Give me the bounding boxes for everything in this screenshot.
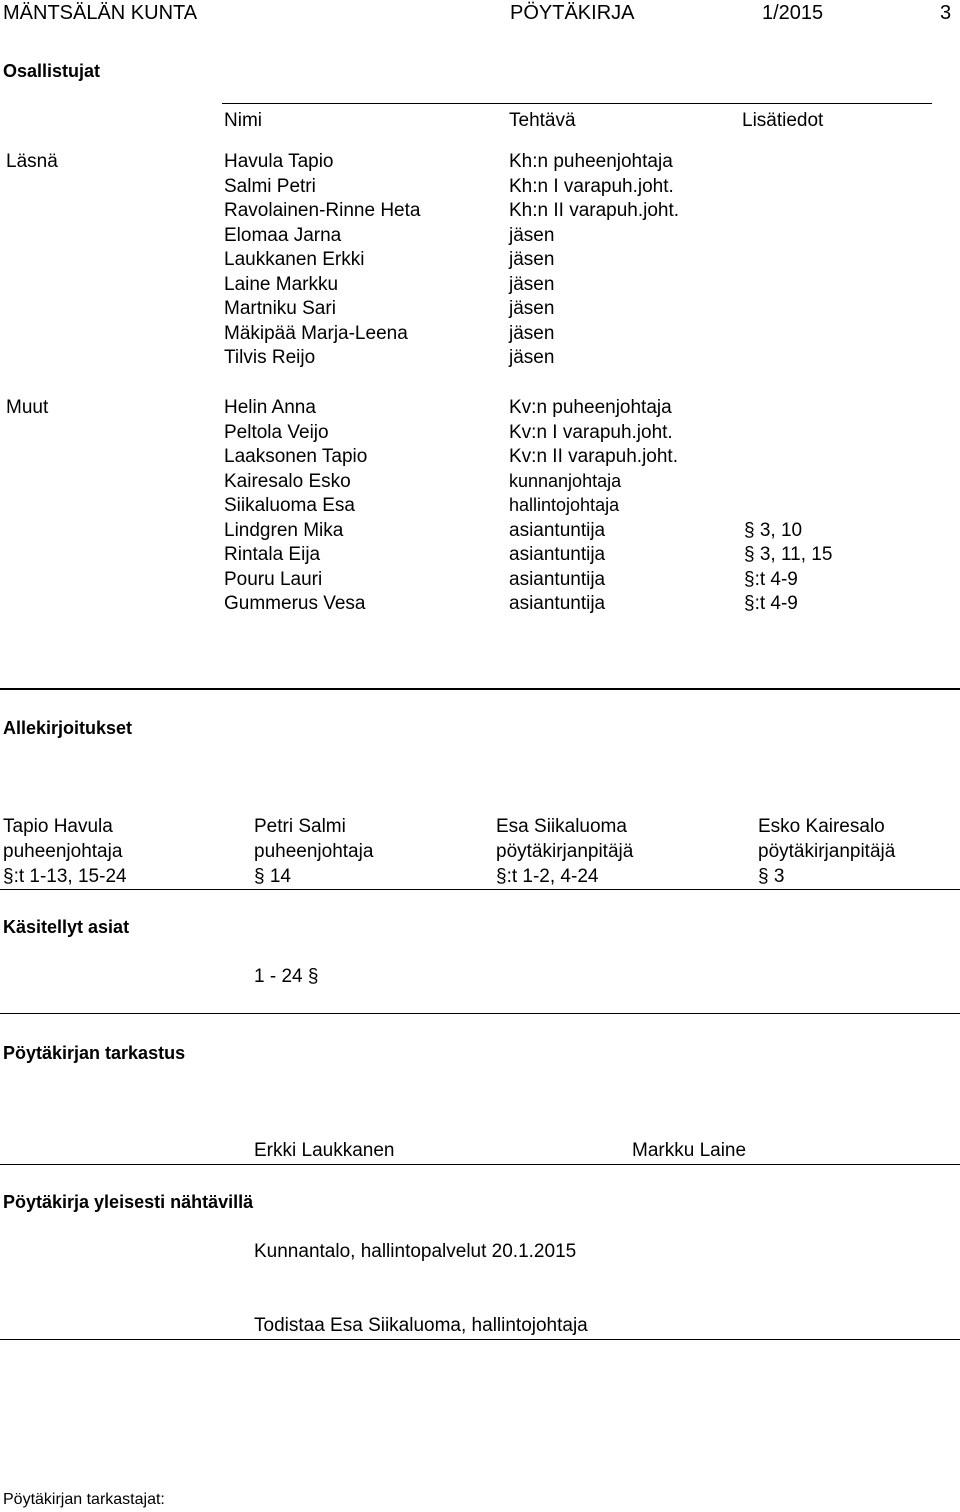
- participant-name: Elomaa Jarna: [224, 225, 342, 246]
- handled-heading: Käsitellyt asiat: [3, 917, 130, 937]
- participant-role: jäsen: [509, 249, 555, 270]
- review-heading: Pöytäkirjan tarkastus: [3, 1043, 186, 1063]
- participant-extra: §:t 4-9: [744, 593, 798, 614]
- column-header-role: Tehtävä: [509, 110, 576, 131]
- signature-role: puheenjohtaja: [254, 841, 374, 862]
- footer-label: Pöytäkirjan tarkastajat:: [3, 1491, 165, 1508]
- signature-role: pöytäkirjanpitäjä: [496, 841, 634, 862]
- participant-role: Kh:n I varapuh.joht.: [509, 176, 674, 197]
- participant-role: asiantuntija: [509, 569, 606, 590]
- participant-role: asiantuntija: [509, 544, 606, 565]
- participant-name: Laaksonen Tapio: [224, 446, 368, 467]
- participant-role: asiantuntija: [509, 593, 606, 614]
- participant-name: Pouru Lauri: [224, 569, 323, 590]
- participant-extra: § 3, 10: [744, 520, 803, 541]
- signature-sections: §:t 1-13, 15-24: [3, 866, 127, 887]
- participant-name: Lindgren Mika: [224, 520, 344, 541]
- participant-role: kunnanjohtaja: [509, 471, 622, 491]
- signature-name: Tapio Havula: [3, 816, 113, 837]
- participant-name: Siikaluoma Esa: [224, 495, 355, 516]
- participant-name: Martniku Sari: [224, 298, 336, 319]
- handled-rule: [0, 1013, 960, 1014]
- signature-sections: § 3: [758, 866, 785, 887]
- present-label: Läsnä: [6, 151, 58, 172]
- page-number: 3: [940, 2, 952, 24]
- signature-name: Petri Salmi: [254, 816, 346, 837]
- public-attest: Todistaa Esa Siikaluoma, hallintojohtaja: [254, 1315, 588, 1336]
- participant-name: Laukkanen Erkki: [224, 249, 365, 270]
- participant-role: hallintojohtaja: [509, 495, 620, 515]
- participant-role: Kh:n puheenjohtaja: [509, 151, 673, 172]
- participant-name: Kairesalo Esko: [224, 471, 351, 492]
- column-header-extra: Lisätiedot: [742, 110, 824, 131]
- signatures-bottom-rule: [0, 889, 960, 890]
- reviewer-1: Erkki Laukkanen: [254, 1140, 395, 1161]
- signature-role: puheenjohtaja: [3, 841, 123, 862]
- participant-role: Kh:n II varapuh.joht.: [509, 200, 680, 221]
- column-header-name: Nimi: [224, 110, 262, 131]
- participant-name: Ravolainen-Rinne Heta: [224, 200, 421, 221]
- participants-rule: [222, 103, 932, 104]
- public-rule: [0, 1339, 960, 1340]
- participant-name: Gummerus Vesa: [224, 593, 366, 614]
- review-rule: [0, 1164, 960, 1165]
- doc-type: PÖYTÄKIRJA: [510, 2, 635, 24]
- participant-extra: § 3, 11, 15: [744, 544, 833, 565]
- participant-extra: §:t 4-9: [744, 569, 798, 590]
- signature-sections: § 14: [254, 866, 291, 887]
- participant-role: asiantuntija: [509, 520, 606, 541]
- participant-role: jäsen: [509, 298, 555, 319]
- participant-name: Havula Tapio: [224, 151, 334, 172]
- reviewer-2: Markku Laine: [632, 1140, 747, 1161]
- others-label: Muut: [6, 397, 49, 418]
- signature-role: pöytäkirjanpitäjä: [758, 841, 896, 862]
- signature-sections: §:t 1-2, 4-24: [496, 866, 599, 887]
- handled-value: 1 - 24 §: [254, 966, 319, 987]
- participant-role: jäsen: [509, 274, 555, 295]
- signature-name: Esa Siikaluoma: [496, 816, 627, 837]
- participant-name: Peltola Veijo: [224, 422, 329, 443]
- participant-role: Kv:n I varapuh.joht.: [509, 422, 673, 443]
- participant-name: Mäkipää Marja-Leena: [224, 323, 408, 344]
- participant-role: Kv:n II varapuh.joht.: [509, 446, 678, 467]
- participant-role: jäsen: [509, 225, 555, 246]
- participant-role: jäsen: [509, 347, 555, 368]
- participant-role: Kv:n puheenjohtaja: [509, 397, 672, 418]
- signatures-rule: [0, 688, 960, 690]
- org-name: MÄNTSÄLÄN KUNTA: [3, 2, 198, 24]
- participant-name: Laine Markku: [224, 274, 339, 295]
- doc-number: 1/2015: [762, 2, 824, 24]
- participant-name: Helin Anna: [224, 397, 316, 418]
- participant-name: Rintala Eija: [224, 544, 321, 565]
- signature-name: Esko Kairesalo: [758, 816, 885, 837]
- participant-name: Tilvis Reijo: [224, 347, 316, 368]
- participant-role: jäsen: [509, 323, 555, 344]
- signatures-heading: Allekirjoitukset: [3, 718, 133, 738]
- participant-name: Salmi Petri: [224, 176, 316, 197]
- public-place: Kunnantalo, hallintopalvelut 20.1.2015: [254, 1241, 577, 1262]
- public-heading: Pöytäkirja yleisesti nähtävillä: [3, 1192, 254, 1212]
- participants-heading: Osallistujat: [3, 61, 101, 81]
